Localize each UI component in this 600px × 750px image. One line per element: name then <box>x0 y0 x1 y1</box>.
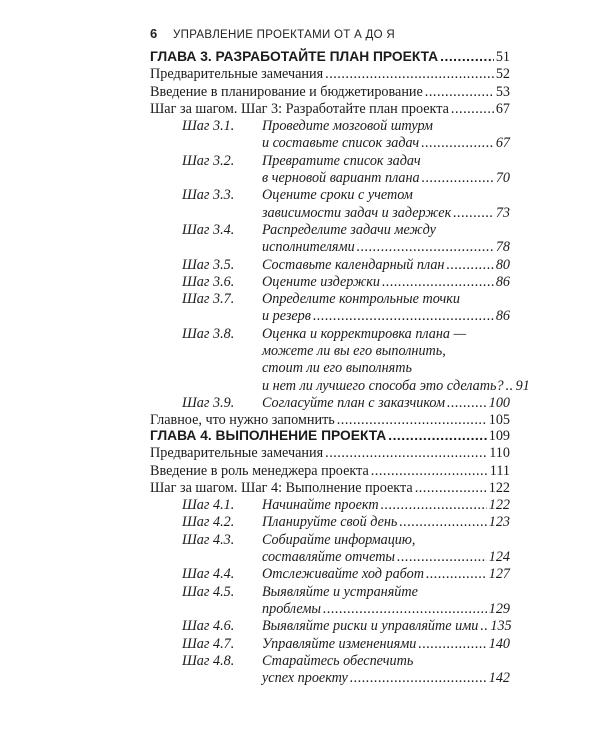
toc-entry-text: Главное, что нужно запомнить <box>150 412 335 429</box>
step-line <box>262 308 510 325</box>
chapter-title-text: ГЛАВА 3. РАЗРАБОТАЙТЕ ПЛАН ПРОЕКТА <box>150 49 439 64</box>
step-line-text: Превратите список задач <box>262 152 421 169</box>
toc-step <box>150 653 510 688</box>
step-code: Шаг 4.2. <box>182 514 235 531</box>
toc-step <box>150 118 510 153</box>
toc-step <box>150 497 510 514</box>
step-line-text: Выявляйте и устраняйте <box>262 583 418 600</box>
dot-leader <box>371 463 488 480</box>
page-ref: 70 <box>495 170 510 187</box>
page-ref: 105 <box>488 412 510 429</box>
step-code: Шаг 3.3. <box>182 187 235 204</box>
toc-step <box>150 566 510 583</box>
step-line <box>262 497 510 514</box>
dot-leader <box>382 274 494 291</box>
step-body <box>262 291 510 326</box>
step-line <box>262 601 510 618</box>
step-body <box>262 497 510 514</box>
step-line-text: и резерв <box>262 308 311 325</box>
toc-entry-text: Предварительные замечания <box>150 445 324 462</box>
step-line-text: Начинайте проект <box>262 497 379 514</box>
step-body <box>262 187 510 222</box>
step-line <box>262 395 510 412</box>
step-line-text: проблемы <box>262 600 322 617</box>
dot-leader <box>357 239 494 256</box>
dot-leader <box>350 670 487 687</box>
page-ref: 111 <box>489 462 510 479</box>
step-line <box>262 274 510 291</box>
dot-leader <box>426 566 487 583</box>
toc-entry <box>150 480 510 497</box>
toc-entry <box>150 66 510 83</box>
step-body <box>262 274 510 291</box>
step-line-text: Отслеживайте ход работ <box>262 566 424 583</box>
dot-leader <box>388 427 486 444</box>
step-code: Шаг 4.8. <box>182 652 235 669</box>
dot-leader <box>440 48 494 65</box>
toc-entry-text: Шаг за шагом. Шаг 4: Выполнение проекта <box>150 479 413 496</box>
step-line <box>262 135 510 152</box>
step-line <box>262 170 510 187</box>
running-head <box>150 26 510 41</box>
step-code: Шаг 4.7. <box>182 635 235 652</box>
step-line-text: Планируйте свой день <box>262 514 398 531</box>
step-line <box>262 670 510 687</box>
step-code: Шаг 4.1. <box>182 497 235 514</box>
step-line <box>262 618 510 635</box>
toc-step <box>150 222 510 257</box>
step-body <box>262 618 510 635</box>
step-code: Шаг 3.6. <box>182 273 235 290</box>
step-line-text: Управляйте изменениями <box>262 635 417 652</box>
step-body <box>262 118 510 153</box>
page-ref: 53 <box>495 83 510 100</box>
step-code: Шаг 4.4. <box>182 566 235 583</box>
page-ref: 109 <box>488 428 510 444</box>
page-ref: 100 <box>488 394 510 411</box>
step-code: Шаг 4.5. <box>182 583 235 600</box>
step-body <box>262 395 510 412</box>
step-line <box>262 205 510 222</box>
step-line-text: Составьте календарный план <box>262 256 445 273</box>
step-body <box>262 636 510 653</box>
page-ref: 86 <box>495 273 510 290</box>
step-body <box>262 514 510 531</box>
dot-leader <box>451 101 494 118</box>
toc-entry <box>150 463 510 480</box>
page-ref: 67 <box>495 135 510 152</box>
toc-step <box>150 532 510 567</box>
page-number: 6 <box>150 26 158 41</box>
step-line-text: зависимости задач и задержек <box>262 204 452 221</box>
toc-step <box>150 153 510 188</box>
page-ref: 142 <box>488 670 510 687</box>
toc-step <box>150 187 510 222</box>
toc-step <box>150 274 510 291</box>
step-line-text: Оцените сроки с учетом <box>262 187 413 204</box>
toc-step <box>150 514 510 531</box>
toc-chapter-3 <box>150 48 530 430</box>
step-line-text: и составьте список задач <box>262 135 420 152</box>
toc-entry-text: Шаг за шагом. Шаг 3: Разработайте план проекта <box>150 100 449 117</box>
step-line <box>262 377 530 395</box>
page-ref: 124 <box>488 549 510 566</box>
step-line <box>262 636 510 653</box>
chapter-title <box>150 48 510 66</box>
dot-leader <box>506 378 514 395</box>
step-line-text: Выявляйте риски и управляйте ими <box>262 618 479 635</box>
step-line-text: можете ли вы его выполнить, <box>262 343 446 360</box>
step-line-text: Распределите задачи между <box>262 221 436 238</box>
step-code: Шаг 4.3. <box>182 531 235 548</box>
dot-leader <box>422 170 494 187</box>
page-ref: 122 <box>488 479 510 496</box>
step-code: Шаг 3.2. <box>182 152 235 169</box>
step-code: Шаг 3.5. <box>182 256 235 273</box>
toc-entry-text: Предварительные замечания <box>150 66 324 83</box>
toc-entry <box>150 101 510 118</box>
step-line-text: Согласуйте план с заказчиком <box>262 394 446 411</box>
toc-step <box>150 257 510 274</box>
step-code: Шаг 3.7. <box>182 291 235 308</box>
step-code: Шаг 3.1. <box>182 118 235 135</box>
toc-entry-text: Введение в роль менеджера проекта <box>150 462 369 479</box>
step-body <box>262 153 510 188</box>
page-ref: 140 <box>488 635 510 652</box>
dot-leader <box>397 549 487 566</box>
dot-leader <box>480 618 488 635</box>
dot-leader <box>381 497 487 514</box>
step-line <box>262 566 510 583</box>
step-line-text: успех проекту <box>262 670 348 687</box>
page-ref: 67 <box>495 100 510 117</box>
dot-leader <box>313 308 494 325</box>
dot-leader <box>446 257 493 274</box>
step-code: Шаг 4.6. <box>182 618 235 635</box>
step-line-text: Собирайте информацию, <box>262 531 416 548</box>
step-line <box>262 514 510 531</box>
page-ref: 110 <box>489 445 510 462</box>
page-ref: 91 <box>515 377 530 394</box>
step-code: Шаг 3.4. <box>182 221 235 238</box>
dot-leader <box>447 395 487 412</box>
step-body <box>262 653 510 688</box>
book-page <box>120 0 530 750</box>
step-body <box>262 532 510 567</box>
dot-leader <box>421 135 494 152</box>
page-ref: 122 <box>488 497 510 514</box>
page-ref: 86 <box>495 308 510 325</box>
dot-leader <box>325 445 487 462</box>
step-line <box>262 257 510 274</box>
step-line-text: стоит ли его выполнять <box>262 360 412 377</box>
toc-entry <box>150 84 510 101</box>
toc-step <box>150 395 510 412</box>
page-ref: 80 <box>495 256 510 273</box>
toc-entry-text: Введение в планирование и бюджетирование <box>150 83 423 100</box>
toc-step <box>150 636 510 653</box>
step-line-text: исполнителями <box>262 239 355 256</box>
dot-leader <box>323 601 487 618</box>
step-line-text: и нет ли лучшего способа это сделать? <box>262 377 504 394</box>
step-line-text: в черновой вариант плана <box>262 170 420 187</box>
page-ref: 52 <box>495 66 510 83</box>
step-body <box>262 584 510 619</box>
toc-step <box>150 584 510 619</box>
page-ref: 78 <box>495 239 510 256</box>
step-line-text: Оценка и корректировка плана — <box>262 325 467 342</box>
dot-leader <box>325 66 494 83</box>
chapter-title <box>150 427 510 445</box>
page-ref: 127 <box>488 566 510 583</box>
step-body <box>262 566 510 583</box>
toc-step <box>150 618 510 635</box>
dot-leader <box>425 84 494 101</box>
page-ref: 129 <box>488 600 510 617</box>
step-code: Шаг 3.8. <box>182 325 235 342</box>
running-title: УПРАВЛЕНИЕ ПРОЕКТАМИ ОТ А ДО Я <box>173 29 395 41</box>
chapter-title-text: ГЛАВА 4. ВЫПОЛНЕНИЕ ПРОЕКТА <box>150 428 387 443</box>
step-line <box>262 549 510 566</box>
toc-chapter-4 <box>150 427 510 687</box>
page-ref: 73 <box>495 204 510 221</box>
step-body <box>262 222 510 257</box>
dot-leader <box>418 636 486 653</box>
page-ref: 123 <box>488 514 510 531</box>
step-line-text: составляйте отчеты <box>262 549 396 566</box>
step-body <box>262 257 510 274</box>
step-line <box>262 239 510 256</box>
step-line-text: Определите контрольные точки <box>262 291 460 308</box>
dot-leader <box>399 514 486 531</box>
step-body <box>262 325 530 395</box>
dot-leader <box>415 480 487 497</box>
step-line-text: Оцените издержки <box>262 273 380 290</box>
page-ref: 51 <box>495 49 510 65</box>
toc-step <box>150 291 510 326</box>
step-line-text: Старайтесь обеспечить <box>262 652 414 669</box>
toc-entry <box>150 445 510 462</box>
page-ref: 135 <box>490 618 512 635</box>
step-code: Шаг 3.9. <box>182 394 235 411</box>
dot-leader <box>453 205 494 222</box>
toc-step <box>150 325 530 395</box>
step-line-text: Проведите мозговой штурм <box>262 118 433 135</box>
